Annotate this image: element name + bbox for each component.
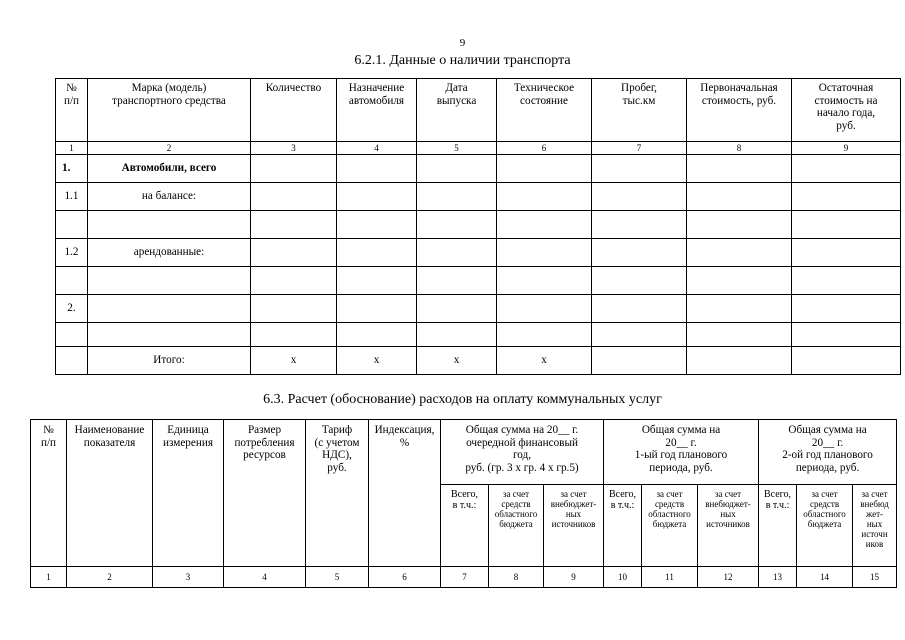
header-cell: Техническое состояние	[513, 82, 575, 107]
column-number: 12	[698, 567, 759, 588]
row-number	[56, 323, 88, 347]
transport-header-row	[56, 79, 901, 142]
subheader-cell: за счет средств областного бюджета	[803, 489, 846, 530]
header-cell: Тариф (с учетом НДС), руб.	[314, 424, 360, 474]
row-label	[88, 211, 251, 239]
table-row	[56, 295, 901, 323]
header-cell: Дата выпуска	[436, 82, 477, 107]
row-number: 1.1	[56, 183, 88, 211]
column-number-row	[56, 142, 901, 155]
row-label: на балансе:	[88, 183, 251, 211]
total-row	[56, 347, 901, 375]
column-number: 15	[853, 567, 897, 588]
header-cell: Марка (модель) транспортного средства	[112, 82, 226, 107]
column-number: 8	[687, 142, 792, 155]
header-cell: Размер потребления ресурсов	[234, 424, 295, 462]
column-number: 2	[67, 567, 153, 588]
total-label: Итого:	[88, 347, 251, 375]
utilities-table	[30, 419, 897, 588]
column-number: 2	[88, 142, 251, 155]
header-cell: Остаточная стоимость на начало года, руб.	[814, 82, 878, 132]
subheader-cell: Всего, в т.ч.:	[764, 489, 792, 512]
header-cell: Единица измерения	[163, 424, 213, 449]
table-row	[56, 267, 901, 295]
subheader-cell: за счет средств областного бюджета	[494, 489, 538, 530]
group-header-cell: Общая сумма на 20__ г. 2-ой год планового периода, руб.	[782, 424, 873, 474]
column-number: 3	[251, 142, 337, 155]
not-applicable-mark: х	[497, 347, 592, 375]
column-number: 4	[337, 142, 417, 155]
header-cell: Индексация, %	[374, 424, 435, 449]
table-row	[56, 239, 901, 267]
column-number: 9	[792, 142, 901, 155]
column-number: 5	[306, 567, 369, 588]
column-number: 11	[642, 567, 698, 588]
header-cell: Назначение автомобиля	[348, 82, 405, 107]
column-number: 6	[369, 567, 441, 588]
subheader-cell: Всего, в т.ч.:	[609, 489, 637, 512]
table-row	[56, 323, 901, 347]
subheader-cell: за счет внебюджет- ных источников	[550, 489, 597, 530]
header-cell: Первоначальная стоимость, руб.	[700, 82, 778, 107]
page-number: 9	[459, 37, 466, 49]
utilities-header-row	[31, 420, 897, 485]
row-label	[88, 267, 251, 295]
row-number	[56, 267, 88, 295]
row-label	[88, 295, 251, 323]
group-header-cell: Общая сумма на 20__ г. очередной финансовый год, руб. (гр. 3 х гр. 4 х гр.5)	[465, 424, 579, 474]
row-label: Автомобили, всего	[88, 155, 251, 183]
not-applicable-mark: х	[417, 347, 497, 375]
column-number: 13	[759, 567, 797, 588]
column-number: 4	[224, 567, 306, 588]
header-cell: № п/п	[40, 424, 57, 449]
column-number: 7	[441, 567, 489, 588]
row-label	[88, 323, 251, 347]
table-row	[56, 211, 901, 239]
row-number: 1.	[56, 155, 88, 183]
not-applicable-mark: х	[337, 347, 417, 375]
subheader-cell: за счет средств областного бюджета	[648, 489, 691, 530]
row-number	[56, 211, 88, 239]
row-number: 1.2	[56, 239, 88, 267]
table-row	[56, 155, 901, 183]
header-cell: № п/п	[63, 82, 80, 107]
header-cell: Наименование показателя	[74, 424, 145, 449]
column-number: 14	[797, 567, 853, 588]
row-number: 2.	[56, 295, 88, 323]
not-applicable-mark: х	[251, 347, 337, 375]
column-number: 6	[497, 142, 592, 155]
column-number: 5	[417, 142, 497, 155]
table-row	[56, 183, 901, 211]
column-number: 9	[544, 567, 604, 588]
subheader-cell: за счет внебюджет- ных источников	[705, 489, 751, 530]
row-label: арендованные:	[88, 239, 251, 267]
column-number-row	[31, 567, 897, 588]
column-number: 7	[592, 142, 687, 155]
transport-table-title: 6.2.1. Данные о наличии транспорта	[354, 53, 571, 68]
column-number: 8	[489, 567, 544, 588]
header-cell: Количество	[265, 82, 322, 94]
header-cell: Пробег, тыс.км	[621, 82, 657, 107]
column-number: 3	[153, 567, 224, 588]
column-number: 1	[56, 142, 88, 155]
column-number: 1	[31, 567, 67, 588]
column-number: 10	[604, 567, 642, 588]
group-header-cell: Общая сумма на 20__ г. 1-ый год планового периода, руб.	[634, 424, 728, 474]
subheader-cell: за счет внебюд жет- ных источн иков	[860, 489, 889, 550]
transport-table	[55, 78, 901, 375]
utilities-table-title: 6.3. Расчет (обоснование) расходов на оплату коммунальных услуг	[263, 392, 662, 407]
subheader-cell: Всего, в т.ч.:	[450, 489, 479, 512]
